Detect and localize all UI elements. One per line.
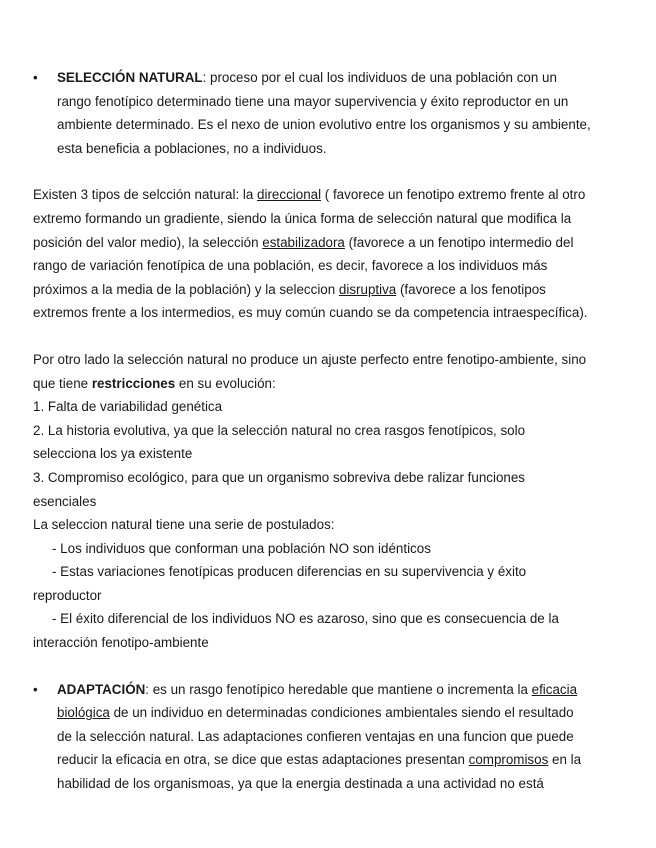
- term-disruptiva: disruptiva: [338, 281, 397, 297]
- text-span: posición del valor medio), la selección: [33, 234, 263, 250]
- term-eficacia: eficacia: [531, 681, 578, 697]
- text-span: : es un rasgo fenotípico heredable que mantiene o incrementa la: [145, 681, 532, 697]
- text-line: interacción fenotipo-ambiente: [33, 635, 209, 651]
- text-line: Por otro lado la selección natural no produce un ajuste perfecto entre fenotipo-ambiente, sino: [33, 351, 587, 367]
- bullet-marker: •: [33, 681, 38, 697]
- list-item: selecciona los ya existente: [33, 446, 193, 462]
- text-span: ( favorece un fenotipo extremo frente al otro: [321, 187, 586, 203]
- text-span: próximos a la media de la población) y la seleccion: [33, 281, 339, 297]
- list-item: 1. Falta de variabilidad genética: [33, 399, 223, 415]
- text-span: reducir la eficacia en otra, se dice que estas adaptaciones presentan: [57, 752, 469, 768]
- term-direccional: direccional: [257, 187, 322, 203]
- text-line: rango de variación fenotípica de una población, es decir, favorece a los individuos más: [33, 258, 548, 274]
- text-span: que tiene: [33, 375, 92, 391]
- text-line: La seleccion natural tiene una serie de postulados:: [33, 517, 335, 533]
- term-compromisos: compromisos: [468, 752, 549, 768]
- text-span: : proceso por el cual los individuos de una población con un: [202, 70, 557, 85]
- text-line: esta beneficia a poblaciones, no a individuos.: [57, 140, 327, 156]
- text-line: ambiente determinado. Es el nexo de union evolutivo entre los organismos y su ambiente,: [57, 117, 591, 133]
- term-restricciones: restricciones: [91, 375, 176, 391]
- text-line: [33, 748, 626, 772]
- text-line: de la selección natural. Las adaptaciones confieren ventajas en una funcion que puede: [57, 728, 574, 744]
- term-biologica: biológica: [57, 705, 110, 721]
- term-estabilizadora: estabilizadora: [262, 234, 345, 250]
- adaptacion-section: [33, 678, 626, 796]
- term-adaptacion: ADAPTACIÓN: [57, 681, 146, 697]
- restricciones-paragraph: [33, 348, 626, 513]
- term-seleccion-natural: SELECCIÓN NATURAL: [57, 70, 203, 85]
- list-item: 3. Compromiso ecológico, para que un organismo sobreviva debe ralizar funciones: [33, 469, 526, 485]
- text-line: [33, 372, 626, 396]
- text-span: de un individuo en determinadas condiciones ambientales siendo el resultado: [109, 705, 574, 721]
- text-line: [33, 66, 626, 90]
- text-span: Existen 3 tipos de selcción natural: la: [33, 187, 258, 203]
- text-line: [33, 183, 626, 207]
- text-span: en su evolución:: [175, 375, 276, 391]
- text-line: [33, 278, 626, 302]
- seleccion-natural-section: [33, 66, 626, 160]
- list-item: 2. La historia evolutiva, ya que la selección natural no crea rasgos fenotípicos, solo: [33, 422, 526, 438]
- text-line: [33, 678, 626, 702]
- bullet-marker: •: [33, 70, 38, 85]
- text-line: extremo formando un gradiente, siendo la única forma de selección natural que modifica la: [33, 210, 572, 226]
- text-span: (favorece a un fenotipo intermedio del: [344, 234, 574, 250]
- tipos-seleccion-paragraph: [33, 183, 626, 325]
- postulados-block: [33, 513, 626, 655]
- text-line: reproductor: [33, 587, 102, 603]
- text-line: extremos frente a los intermedios, es muy común cuando se da competencia intraespecífica).: [33, 305, 588, 321]
- text-span: en la: [548, 752, 582, 768]
- text-line: rango fenotípico determinado tiene una mayor supervivencia y éxito reproductor en un: [57, 93, 569, 109]
- postulado-item: - El éxito diferencial de los individuos NO es azaroso, sino que es consecuencia de la: [52, 611, 559, 627]
- text-line: habilidad de los organismoas, ya que la energia destinada a una actividad no está: [57, 776, 544, 792]
- postulado-item: - Estas variaciones fenotípicas producen diferencias en su supervivencia y éxito: [52, 564, 527, 580]
- text-span: (favorece a los fenotipos: [396, 281, 546, 297]
- text-line: [33, 701, 626, 725]
- list-item: esenciales: [33, 493, 97, 509]
- text-line: [33, 231, 626, 255]
- postulado-item: - Los individuos que conforman una población NO son idénticos: [52, 540, 431, 556]
